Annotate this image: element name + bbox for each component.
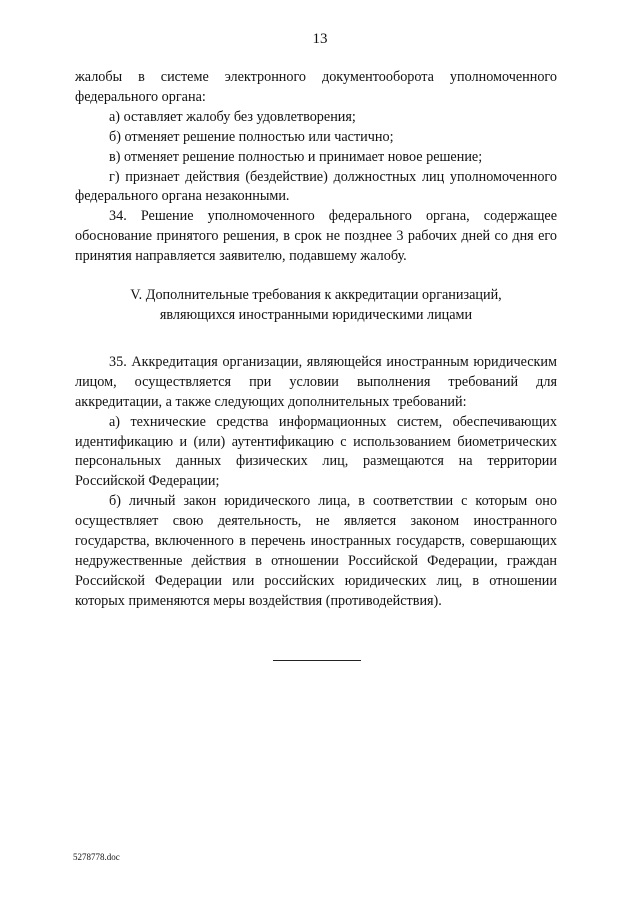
- spacer: [75, 345, 557, 353]
- paragraph-34: 34. Решение уполномоченного федерального органа, содержащее обоснование принятого решения, в срок не позднее 3 рабочих дней со дня его принятия направляется заявителю, подавшему жалобу.: [75, 208, 557, 265]
- end-of-document-rule: [273, 660, 361, 661]
- section-heading-line-1: V. Дополнительные требования к аккредитации организаций,: [130, 287, 502, 304]
- document-code: 5278778.doc: [73, 852, 120, 862]
- list-item-b-cancel: б) отменяет решение полностью или частично;: [109, 128, 394, 145]
- list-item-c-new-decision: в) отменяет решение полностью и принимает новое решение;: [109, 148, 483, 165]
- list-item-b-personal-law: б) личный закон юридического лица, в соответствии с которым оно осуществляет свою деятельность, не является законом иностранного государства, включенного в перечень иностранных государств, совершающих недружественные действия в отношении Российской Федерации, граждан Российской Федерации или российских юридических лиц, в отношении которых применяются меры воздействия (противодействия).: [75, 493, 557, 609]
- section-heading-line-2: являющихся иностранными юридическими лицами: [159, 306, 473, 323]
- list-item-d-unlawful: г) признает действия (бездействие) должностных лиц уполномоченного федерального органа незаконными.: [75, 168, 557, 205]
- page-number: 13: [312, 31, 328, 47]
- list-item-a-reject: а) оставляет жалобу без удовлетворения;: [109, 108, 356, 125]
- document-body: [75, 68, 557, 612]
- paragraph-35: 35. Аккредитация организации, являющейся иностранным юридическим лицом, осуществляется при условии выполнения требований для аккредитации, а также следующих дополнительных требований:: [75, 353, 557, 410]
- paragraph-complaint-continuation: жалобы в системе электронного документооборота уполномоченного федерального органа:: [75, 69, 557, 105]
- section-heading: [75, 286, 557, 326]
- list-item-a-technical-means: а) технические средства информационных систем, обеспечивающих идентификацию и (или) аутентификацию с использованием биометрических персональных данных физических лиц, размещаются на территории Российской Федерации;: [75, 413, 557, 490]
